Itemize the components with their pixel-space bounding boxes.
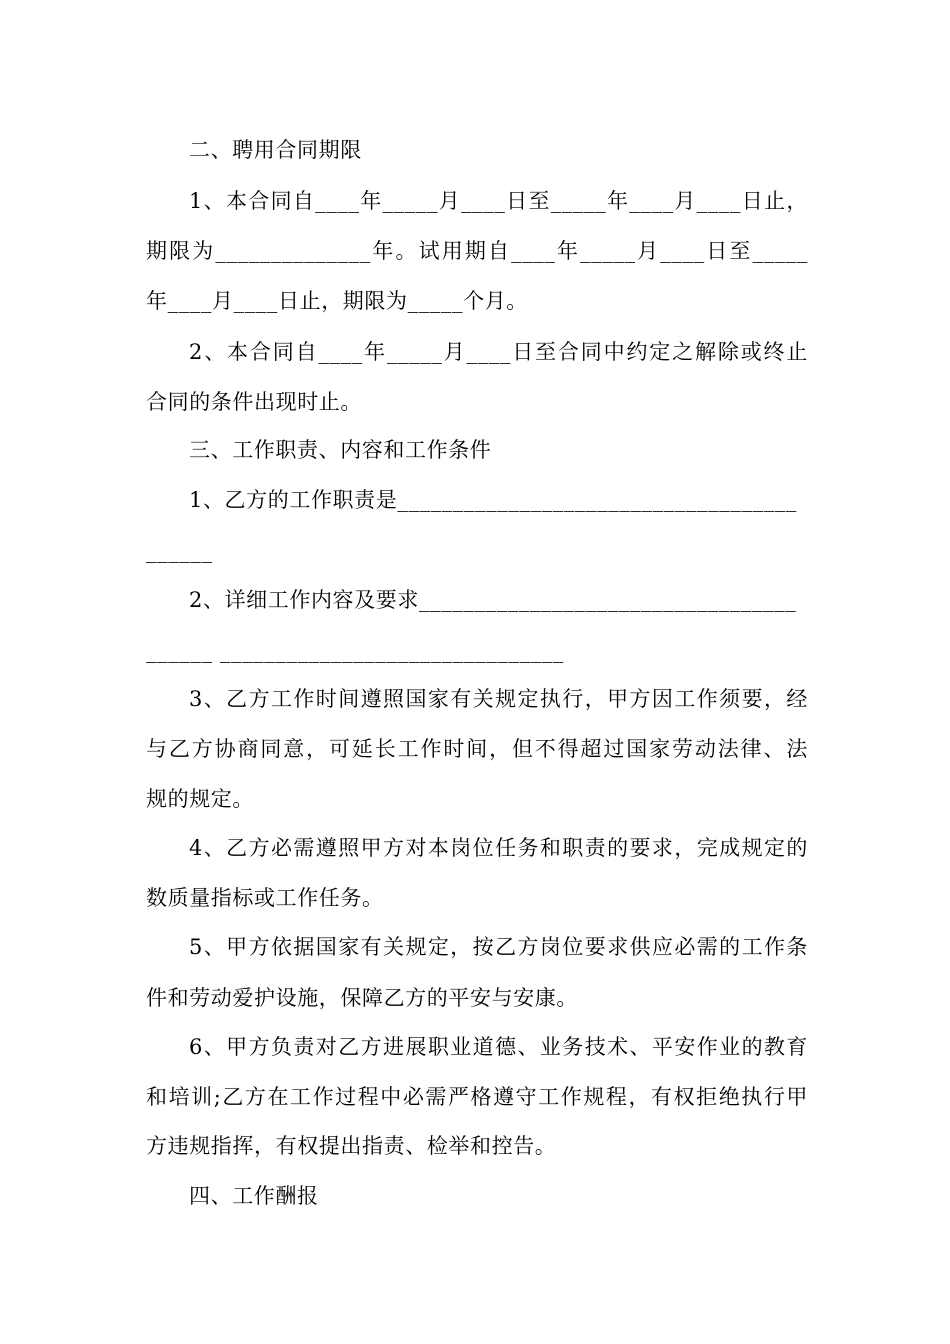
paragraph-line: 1、乙方的工作职责是____________________________________ — [189, 488, 797, 512]
paragraph-line: 规的规定。 — [146, 787, 254, 811]
paragraph-line: 件和劳动爱护设施，保障乙方的平安与安康。 — [146, 986, 578, 1010]
paragraph-line: 期限为______________年。试用期自____年_____月____日至_____ — [146, 239, 808, 263]
paragraph-line: 数质量指标或工作任务。 — [146, 886, 384, 910]
paragraph-line: 3、乙方工作时间遵照国家有关规定执行，甲方因工作须要，经 — [189, 687, 808, 711]
section-heading-compensation: 四、工作酬报 — [189, 1184, 319, 1208]
paragraph-line: 年____月____日止，期限为_____个月。 — [146, 289, 528, 313]
paragraph-line: 与乙方协商同意，可延长工作时间，但不得超过国家劳动法律、法 — [146, 737, 808, 761]
paragraph-line: ______ _______________________________ — [146, 639, 564, 663]
paragraph-line: 2、本合同自____年_____月____日至合同中约定之解除或终止 — [189, 340, 808, 364]
section-heading-contract-term: 二、聘用合同期限 — [189, 138, 362, 162]
paragraph-line: 和培训;乙方在工作过程中必需严格遵守工作规程，有权拒绝执行甲 — [146, 1085, 808, 1109]
paragraph-line: 5、甲方依据国家有关规定，按乙方岗位要求供应必需的工作条 — [189, 935, 808, 959]
paragraph-line: 合同的条件出现时止。 — [146, 390, 362, 414]
paragraph-line: 1、本合同自____年_____月____日至_____年____月____日止， — [189, 189, 808, 213]
paragraph-line: 4、乙方必需遵照甲方对本岗位任务和职责的要求，完成规定的 — [189, 836, 808, 860]
paragraph-line: 方违规指挥，有权提出指责、检举和控告。 — [146, 1134, 557, 1158]
paragraph-line: 2、详细工作内容及要求__________________________________ — [189, 588, 797, 612]
paragraph-line: 6、甲方负责对乙方进展职业道德、业务技术、平安作业的教育 — [189, 1035, 808, 1059]
paragraph-line: ______ — [146, 539, 213, 563]
section-heading-duties: 三、工作职责、内容和工作条件 — [189, 438, 492, 462]
